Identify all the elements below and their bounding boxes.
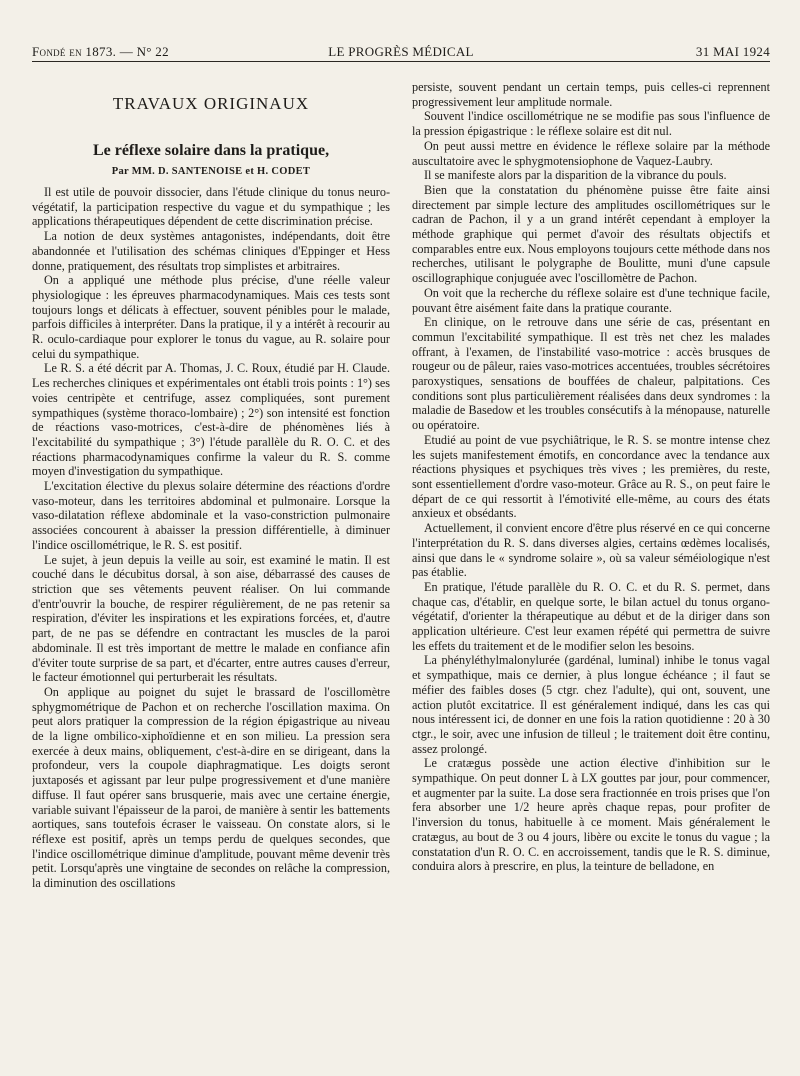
text-columns	[32, 80, 770, 1066]
paragraph: On applique au poignet du sujet le brassard de l'oscillomètre sphygmométrique de Pachon et on recherche l'oscillation maxima. On peut alors pratiquer la compression de la région épigastrique au niveau de la ligne ombilico-xiphoïdienne et en son milieu. La pression sera exercée à deux mains, obliquement, c'est-à-dire en se dirigeant, dans la profondeur, vers la coupole diaphragmatique. Les doigts seront juxtaposés et agissant par leur pulpe progressivement et d'une manière diffuse. Il faut opérer sans brusquerie, mais avec une certaine énergie, variable suivant l'épaisseur de la paroi, de manière à sentir les battements aortiques, sans toutefois écraser le vaisseau. On constate alors, si le réflexe est positif, après un temps perdu de quelques secondes, que l'indice oscillométrique diminue d'amplitude, pouvant même devenir très petit. Lorsqu'après une vingtaine de secondes on relâche la compression, la diminution des oscillations	[32, 684, 390, 891]
paragraph: En clinique, on le retrouve dans une série de cas, présentant en commun l'excitabilité sympathique. Il est très net chez les malades offrant, à l'examen, de l'instabilité vaso-motrice : accès brusques de rougeur ou de pâleur, raies vaso-motrices accentuées, troubles sécrétoires paroxystiques, sensations de bouffées de chaleur, palpitations. Ces conditions sont plus particulièrement réalisées dans deux syndromes : la maladie de Basedow et les troubles consécutifs à la ménopause, naturelle ou opératoire.	[412, 315, 770, 433]
paragraph: Il se manifeste alors par la disparition de la vibrance du pouls.	[424, 168, 727, 183]
header-rule	[32, 61, 770, 62]
paragraph: Il est utile de pouvoir dissocier, dans l'étude clinique du tonus neuro-végétatif, la participation respective du vague et du sympathique ; les applications thérapeutiques dépendent de cette discrimination précise.	[32, 185, 390, 229]
header-founded: Fondé en 1873. — N° 22	[32, 44, 169, 59]
article-title: Le réflexe solaire dans la pratique,	[92, 142, 330, 159]
paragraph: Souvent l'indice oscillométrique ne se modifie pas sous l'influence de la pression épigastrique : le réflexe solaire est dit nul.	[412, 109, 770, 139]
section-title: TRAVAUX ORIGINAUX	[112, 94, 310, 113]
paragraph: Le R. S. a été décrit par A. Thomas, J. C. Roux, étudié par H. Claude. Les recherches cliniques et expérimentales ont établi trois points : 1°) ses voies centripète et centrifuge, assez compliquées, sont purement sympathiques (système thoraco-lombaire) ; 2°) son intensité est fonction de réactions vaso-motrices, c'est-à-dire de phénomènes liés à l'excitabilité du sympathique ; 3°) l'étude parallèle du R. O. C. et des réactions pharmacodynamiques confirme la valeur du R. S. comme moyen d'investigation du sympathique.	[32, 361, 390, 479]
paragraph: Le cratægus possède une action élective d'inhibition sur le sympathique. On peut donner L à LX gouttes par jour, pour commencer, et augmenter par la suite. La dose sera fractionnée en trois prises que l'on fera absorber une 1/2 heure après chaque repas, pour profiter de l'inversion du tonus, habituelle à ce moment. Mais généralement le cratægus, au bout de 3 ou 4 jours, libère ou excite le tonus du vague ; la constatation d'un R. O. C. en accroissement, tandis que le R. S. diminue, conduira alors à prescrire, en plus, la teinture de belladone, en	[412, 756, 770, 874]
paragraph: La notion de deux systèmes antagonistes, indépendants, doit être abandonnée et l'utilisation des schémas cliniques d'Eppinger et Hess donne, pratiquement, des résultats trop simplistes et arbitraires.	[32, 229, 390, 273]
paragraph: On voit que la recherche du réflexe solaire est d'une technique facile, pouvant être aisément faite dans la pratique courante.	[412, 285, 770, 315]
paragraph: persiste, souvent pendant un certain temps, puis celles-ci reprennent progressivement leur amplitude normale.	[412, 80, 770, 109]
paragraph: Le sujet, à jeun depuis la veille au soir, est examiné le matin. Il est couché dans le décubitus dorsal, à son aise, débarrassé des causes de striction que ses vêtements peuvent réaliser. On lui commande d'entr'ouvrir la bouche, de respirer régulièrement, de ne pas retenir sa respiration, d'éviter les inspirations et les expirations forcées, et, d'autre part, de ne pas se défendre en contractant les muscles de la paroi abdominale. Il est très important de mettre le malade en confiance afin d'éviter toute surprise de sa part, et d'écarter, entre autres causes d'erreur, le facteur émotionnel qui perturberait les résultats.	[32, 552, 390, 685]
paragraph: Bien que la constatation du phénomène puisse être faite ainsi directement par simple lecture des amplitudes oscillométriques sur le cadran de Pachon, il y a un grand intérêt cependant à employer la méthode graphique qui permet d'avoir des résultats objectifs et comparables entre eux. Nous employons toujours cette méthode dans nos recherches, utilisant le polygraphe de Boulitte, muni d'une capsule oscillographique conjuguée avec l'oscillomètre de Pachon.	[412, 182, 770, 286]
paragraph: Etudié au point de vue psychiâtrique, le R. S. se montre intense chez les sujets manifestement émotifs, en concordance avec la tendance aux réactions physiques et psychiques très vives ; les premières, du reste, sont essentiellement d'ordre vaso-moteur. Grâce au R. S., on peut faire le départ de ce qui ressortit à l'émotivité elle-même, au cours des états anxieux et obsédants.	[412, 432, 770, 521]
running-header	[32, 38, 770, 58]
journal-title: LE PROGRÈS MÉDICAL	[328, 44, 474, 59]
issue-date: 31 MAI 1924	[695, 44, 770, 59]
paragraph: Actuellement, il convient encore d'être plus réservé en ce qui concerne l'interprétation du R. S. dans diverses algies, certains œdèmes localisés, ainsi que dans le « syndrome solaire », où sa valeur séméiologique n'est pas établie.	[412, 521, 770, 580]
right-column	[412, 80, 770, 1066]
paragraph: On a appliqué une méthode plus précise, d'une réelle valeur physiologique : les épreuves pharmacodynamiques. Mais ces tests sont toujours longs et délicats à effectuer, souvent pénibles pour le malade, parfois difficiles à interpréter. Dans la pratique, il y a intérêt à recourir au R. oculo-cardiaque pour explorer le tonus du vague, au R. solaire pour celui du sympathique.	[32, 273, 390, 361]
article-authors: Par MM. D. SANTENOISE et H. CODET	[111, 166, 311, 177]
paragraph: On peut aussi mettre en évidence le réflexe solaire par la méthode auscultatoire avec le sphygmotensiophone de Vaquez-Laubry.	[412, 138, 770, 168]
left-column	[32, 80, 390, 1066]
paragraph: La phényléthylmalonylurée (gardénal, luminal) inhibe le tonus vagal et sympathique, mais ce dernier, à plus longue échéance ; il faut se méfier des faibles doses (5 ctgr. chez l'adulte), qui ont, souvent, une action plutôt excitatrice. Il est généralement indiqué, dans les cas qui nous intéressent ici, de donner en une fois la ration quotidienne : 20 à 30 ctgr., le soir, avec une infusion de tilleul ; le traitement doit être continu, assez prolongé.	[412, 653, 770, 756]
paragraph: L'excitation élective du plexus solaire détermine des réactions d'ordre vaso-moteur, dans les territoires abdominal et pulmonaire. Lorsque la vaso-dilatation réflexe abdominale et la vaso-constriction pulmonaire associées concourent à abaisser la pression différentielle, à diminuer l'indice oscillométrique, le R. S. est positif.	[32, 479, 390, 552]
paragraph: En pratique, l'étude parallèle du R. O. C. et du R. S. permet, dans chaque cas, d'établir, en quelque sorte, le bilan actuel du tonus organo-végétatif, d'orienter la thérapeutique au début et de la diriger dans son application ultérieure. C'est leur examen répété qui permettra de suivre les effets du traitement et de le modifier selon les besoins.	[412, 579, 770, 653]
